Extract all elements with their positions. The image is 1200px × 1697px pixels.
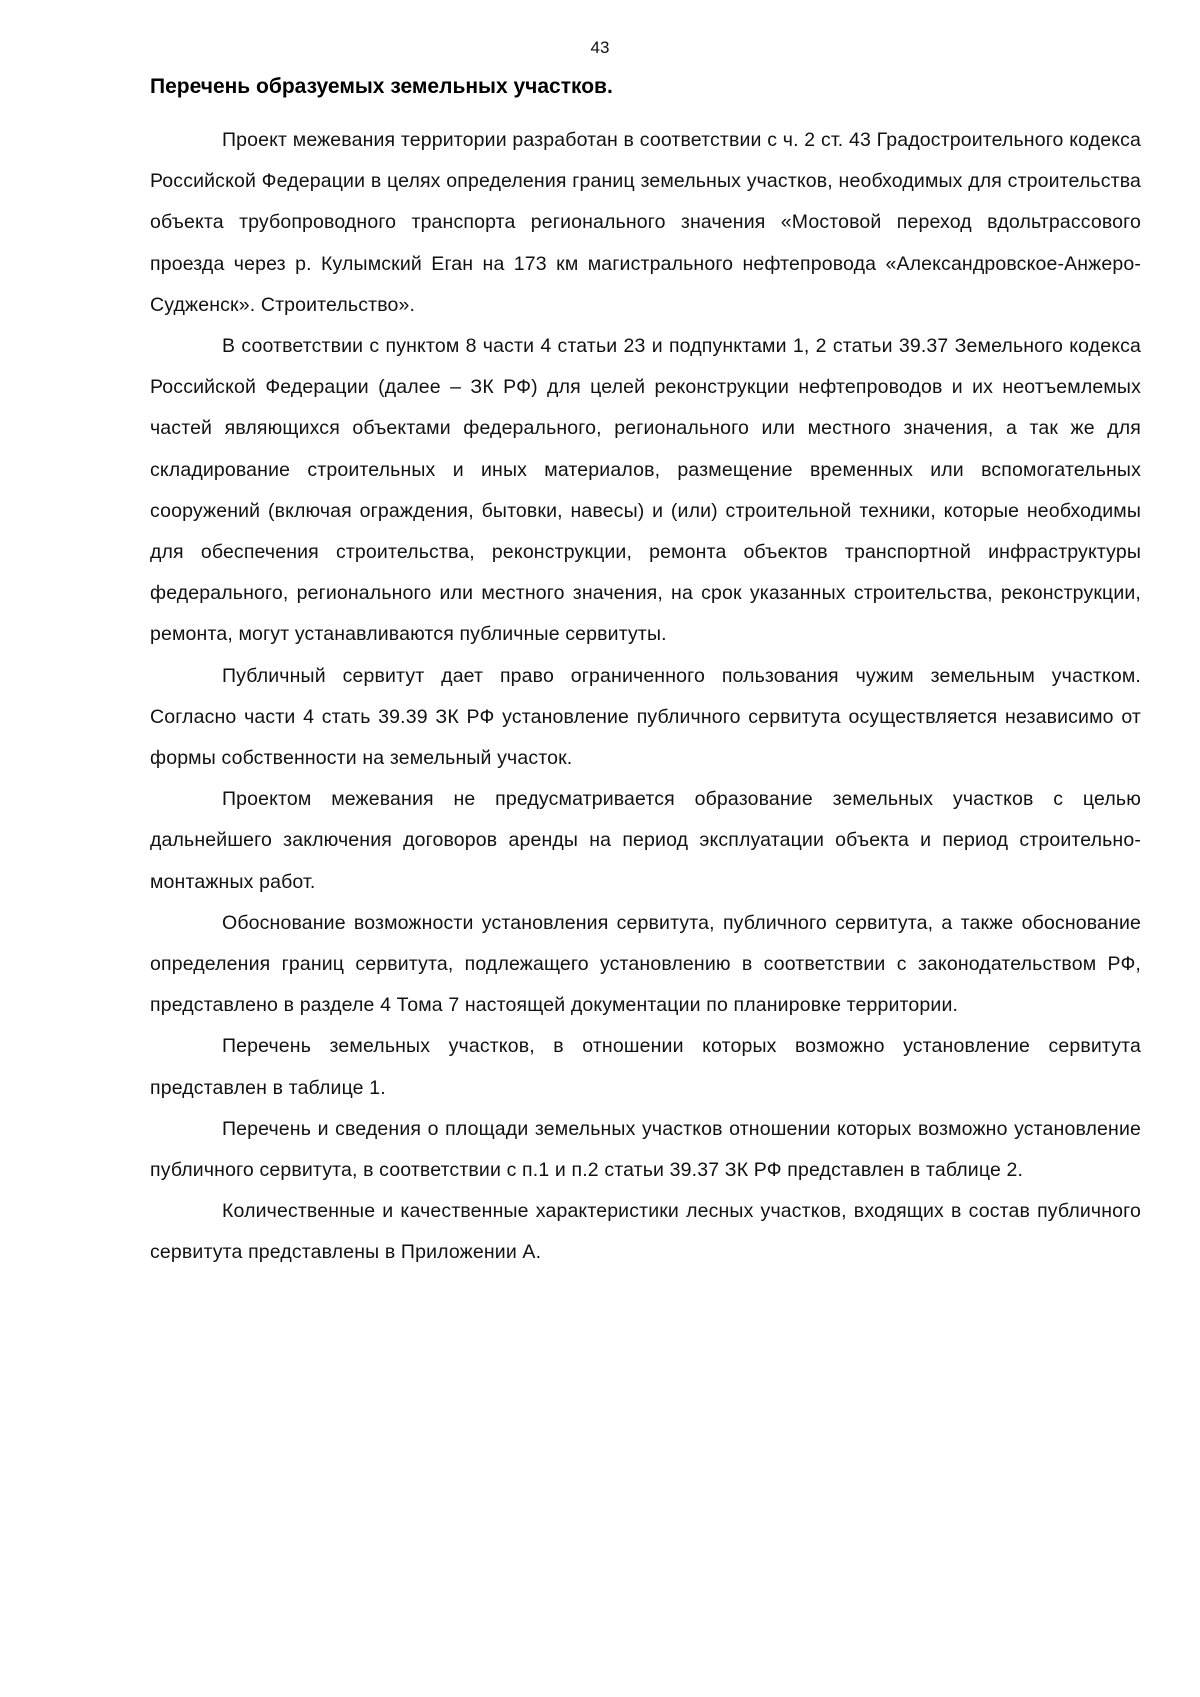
section-heading: Перечень образуемых земельных участков. <box>150 75 613 98</box>
paragraph-servitude-justification: Обоснование возможности установления сервитута, публичного сервитута, а также обоснование определения границ сервитута, подлежащего установлению в соответствии с законодательством РФ, представлено в разделе 4 Тома 7 настоящей документации по планировке территории. <box>150 911 1141 1017</box>
paragraph-table-2-reference: Перечень и сведения о площади земельных участков отношении которых возможно установление публичного сервитута, в соответствии с п.1 и п.2 статьи 39.37 ЗК РФ представлен в таблице 2. <box>150 1117 1141 1182</box>
paragraph-no-land-formation: Проектом межевания не предусматривается образование земельных участков с целью дальнейшего заключения договоров аренды на период эксплуатации объекта и период строительно-монтажных работ. <box>150 788 1141 893</box>
page-number: 43 <box>590 38 610 57</box>
paragraph-appendix-reference: Количественные и качественные характеристики лесных участков, входящих в состав публичного сервитута представлены в Приложении А. <box>150 1200 1141 1264</box>
paragraph-project-basis: Проект межевания территории разработан в соответствии с ч. 2 ст. 43 Градостроительного кодекса Российской Федерации в целях определения границ земельных участков, необходимых для строительства объекта трубопроводного транспорта регионального значения «Мостовой переход вдольтрассового проезда через р. Кулымский Еган на 173 км магистрального нефтепровода «Александровское-Анжеро-Судженск». Строительство». <box>150 129 1141 316</box>
document-body <box>150 72 1141 1274</box>
paragraph-public-servitude: Публичный сервитут дает право ограниченного пользования чужим земельным участком. Согласно части 4 стать 39.39 ЗК РФ установление публичного сервитута осуществляется независимо от формы собственности на земельный участок. <box>150 664 1141 770</box>
paragraph-table-1-reference: Перечень земельных участков, в отношении которых возможно установление сервитута представлен в таблице 1. <box>150 1035 1141 1099</box>
paragraph-legal-basis: В соответствии с пунктом 8 части 4 статьи 23 и подпунктами 1, 2 статьи 39.37 Земельного кодекса Российской Федерации (далее – ЗК РФ) для целей реконструкции нефтепроводов и их неотъемлемых частей являющихся объектами федерального, регионального или местного значения, а так же для складирование строительных и иных материалов, размещение временных или вспомогательных сооружений (включая ограждения, бытовки, навесы) и (или) строительной техники, которые необходимы для обеспечения строительства, реконструкции, ремонта объектов транспортной инфраструктуры федерального, регионального или местного значения, на срок указанных строительства, реконструкции, ремонта, могут устанавливаются публичные сервитуты. <box>150 335 1141 646</box>
